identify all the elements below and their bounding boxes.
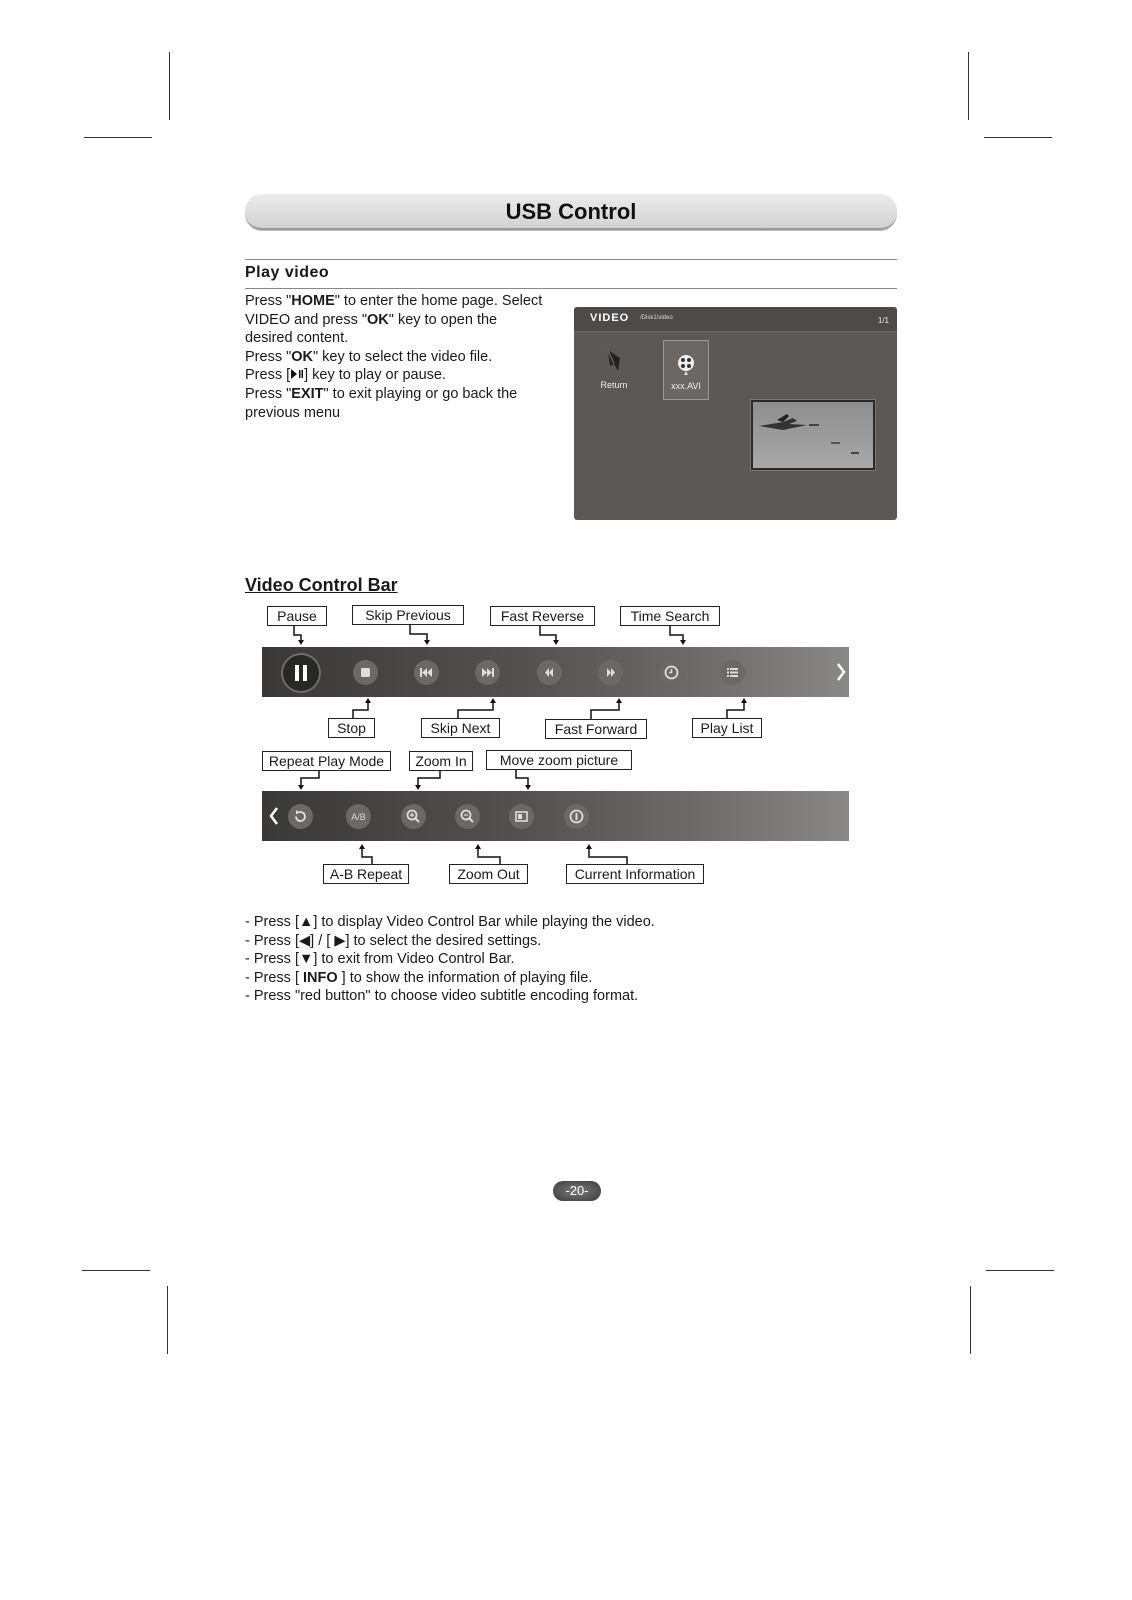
fast-forward-button[interactable] — [598, 660, 623, 685]
screen-title: VIDEO — [590, 312, 630, 324]
right-arrow-icon: ▶ — [334, 932, 346, 949]
zoom-in-icon — [401, 804, 426, 829]
instruction-line: desired content. — [245, 330, 349, 347]
item-label: Return — [600, 380, 628, 390]
label-stop: Stop — [328, 718, 375, 738]
folder-path: /Disk1/video — [640, 315, 673, 321]
page-title: USB Control — [505, 199, 637, 224]
stop-button[interactable] — [353, 660, 378, 685]
stop-icon — [353, 660, 378, 685]
move-picture-icon — [509, 804, 534, 829]
move-zoom-picture-button[interactable] — [509, 804, 534, 829]
zoom-in-button[interactable] — [401, 804, 426, 829]
instruction-line: - Press [▲] to display Video Control Bar while playing the video. — [245, 914, 655, 930]
label-time-search: Time Search — [620, 606, 720, 626]
fast-reverse-button[interactable] — [537, 660, 562, 685]
pause-button[interactable] — [283, 655, 319, 691]
zoom-out-button[interactable] — [455, 804, 480, 829]
label-current-information: Current Information — [566, 864, 704, 884]
skip-next-icon — [475, 660, 500, 685]
down-arrow-icon: ▼ — [298, 951, 314, 968]
instruction-line: Press "EXIT" to exit playing or go back the — [245, 385, 518, 402]
left-arrow-icon: ◀ — [298, 932, 311, 949]
repeat-play-mode-button[interactable] — [288, 804, 313, 829]
video-control-bar-2 — [262, 791, 849, 841]
label-move-zoom-picture: Move zoom picture — [486, 750, 632, 770]
ab-repeat-button[interactable] — [346, 804, 371, 829]
current-information-button[interactable] — [564, 804, 589, 829]
label-repeat-play-mode: Repeat Play Mode — [262, 751, 391, 771]
section-heading: Play video — [245, 264, 330, 281]
repeat-icon — [288, 804, 313, 829]
skip-next-button[interactable] — [475, 660, 500, 685]
page-indicator: 1/1 — [877, 316, 889, 325]
skip-previous-icon — [414, 660, 439, 685]
clock-icon — [659, 660, 684, 685]
time-search-button[interactable] — [659, 660, 684, 685]
label-pause: Pause — [267, 606, 327, 626]
chevron-right-icon[interactable] — [834, 660, 848, 684]
fast-reverse-icon — [537, 660, 562, 685]
item-label: xxx.AVI — [671, 381, 701, 391]
ab-repeat-icon — [346, 804, 371, 829]
instruction-line: Press "OK" key to select the video file. — [245, 348, 493, 365]
pause-icon — [283, 655, 319, 691]
info-icon — [564, 804, 589, 829]
skip-previous-button[interactable] — [414, 660, 439, 685]
instruction-line: Press [ ] key to play or pause. — [245, 367, 446, 384]
zoom-out-icon — [455, 804, 480, 829]
label-skip-next: Skip Next — [421, 718, 500, 738]
fast-forward-icon — [598, 660, 623, 685]
label-ab-repeat: A-B Repeat — [323, 864, 409, 884]
label-fast-forward: Fast Forward — [545, 719, 647, 739]
label-skip-previous: Skip Previous — [352, 605, 464, 625]
playlist-icon — [720, 660, 745, 685]
ab-text: A/B — [351, 812, 366, 822]
label-fast-reverse: Fast Reverse — [490, 606, 595, 626]
instruction-line: - Press [ INFO ] to show the information of playing file. — [245, 969, 593, 986]
control-bar-instructions — [245, 913, 655, 1006]
instruction-line: previous menu — [245, 404, 341, 421]
instruction-line: VIDEO and press "OK" key to open the — [245, 311, 498, 328]
up-arrow-icon: ▲ — [298, 914, 314, 930]
instruction-line: - Press "red button" to choose video subtitle encoding format. — [245, 988, 639, 1005]
instruction-line: - Press [◀] / [ ▶] to select the desired settings. — [245, 932, 542, 949]
label-zoom-in: Zoom In — [409, 751, 473, 771]
video-control-bar-1 — [262, 647, 849, 697]
chevron-left-icon[interactable] — [267, 804, 281, 828]
label-play-list: Play List — [692, 718, 762, 738]
instruction-line: Press "HOME" to enter the home page. Select — [245, 293, 543, 309]
page-number: -20- — [553, 1181, 601, 1201]
play-list-button[interactable] — [720, 660, 745, 685]
control-bar-heading: Video Control Bar — [245, 575, 398, 595]
label-zoom-out: Zoom Out — [449, 864, 528, 884]
instruction-line: - Press [▼] to exit from Video Control Bar. — [245, 951, 515, 968]
